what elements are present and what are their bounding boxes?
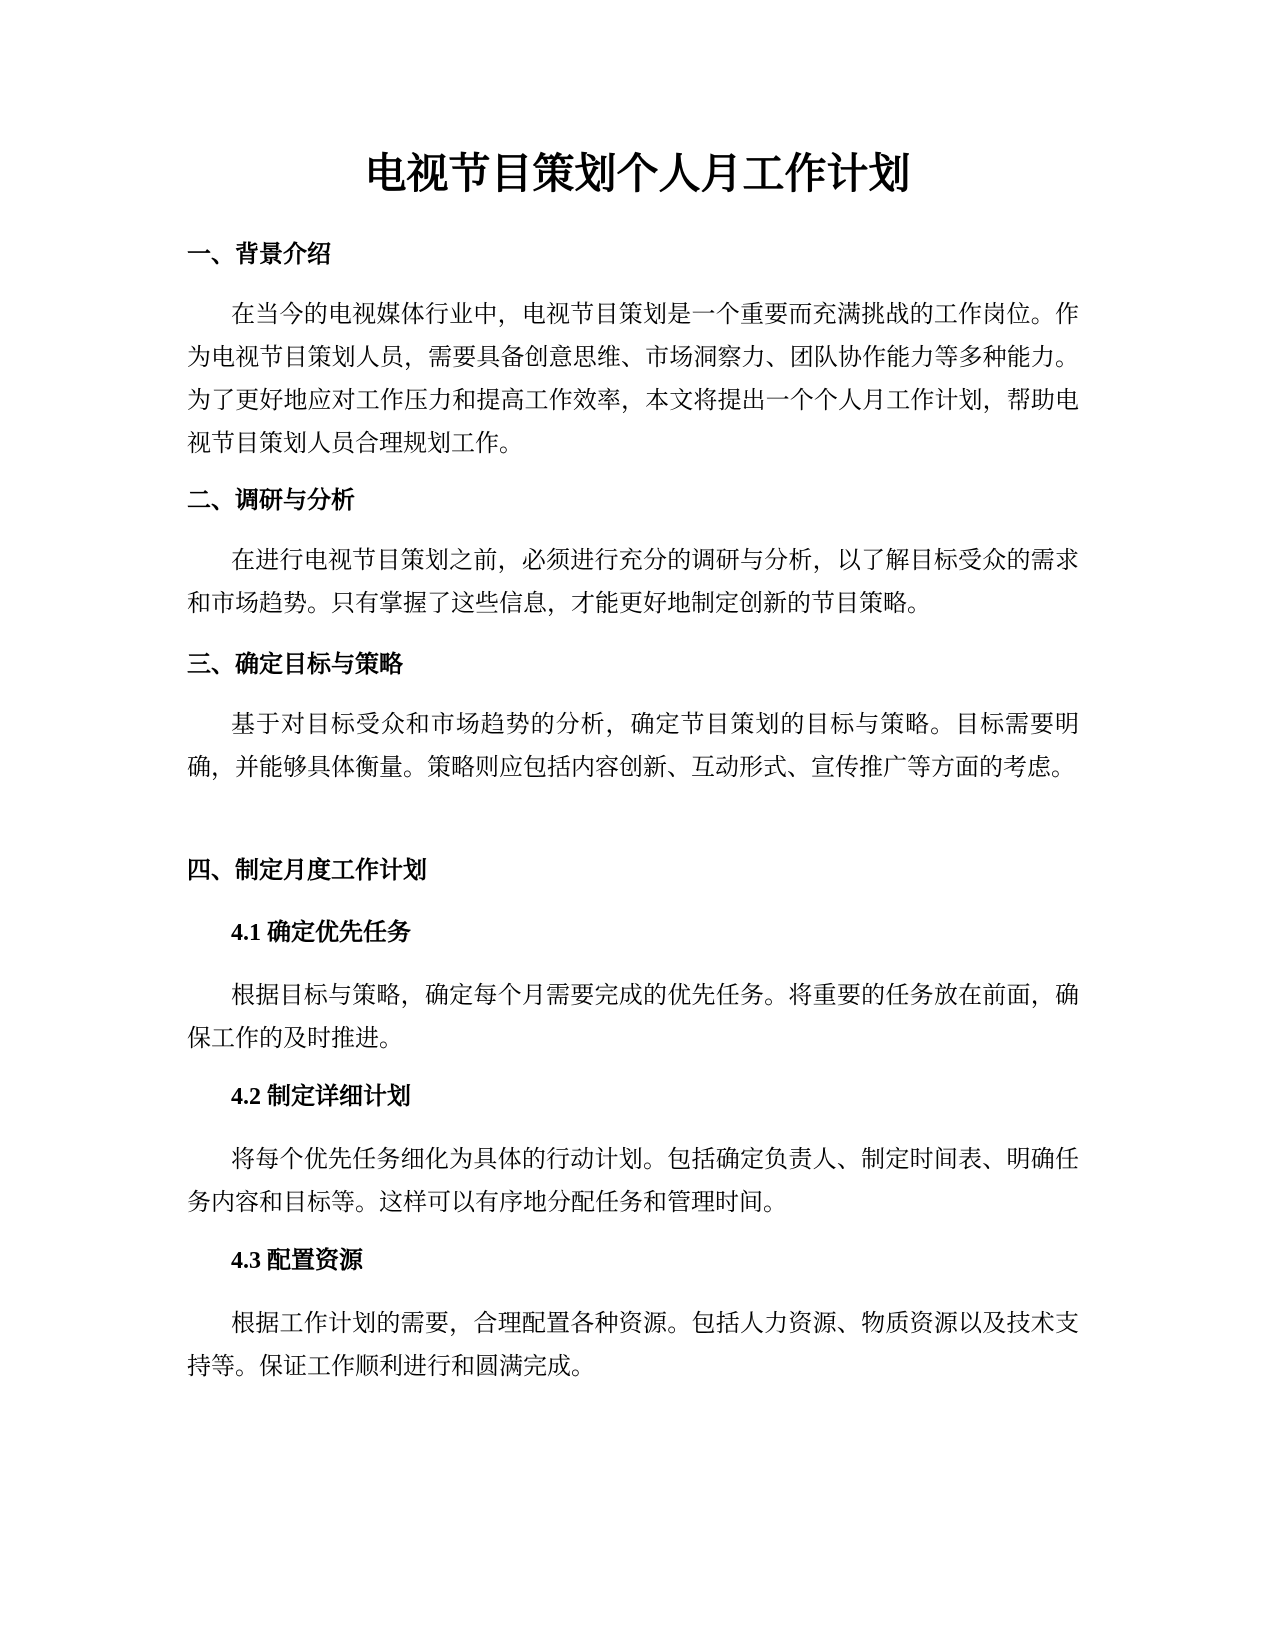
subsection-paragraph-priority: 根据目标与策略，确定每个月需要完成的优先任务。将重要的任务放在前面，确保工作的及时推进。 [187, 983, 1079, 1052]
section-paragraph-background: 在当今的电视媒体行业中，电视节目策划是一个重要而充满挑战的工作岗位。作为电视节目策划人员，需要具备创意思维、市场洞察力、团队协作能力等多种能力。为了更好地应对工作压力和提高工作效率，本文将提出一个个人月工作计划，帮助电视节目策划人员合理规划工作。 [187, 302, 1079, 457]
section-heading-monthly-plan: 四、制定月度工作计划 [187, 856, 427, 884]
subsection-heading-detailed-plan: 4.2 制定详细计划 [231, 1084, 411, 1110]
subsection-heading-resources: 4.3 配置资源 [231, 1248, 363, 1274]
section-heading-background: 一、背景介绍 [187, 240, 331, 268]
subsection-paragraph-detailed-plan: 将每个优先任务细化为具体的行动计划。包括确定负责人、制定时间表、明确任务内容和目标等。这样可以有序地分配任务和管理时间。 [187, 1147, 1079, 1216]
subsection-heading-priority: 4.1 确定优先任务 [231, 920, 411, 946]
section-heading-goals: 三、确定目标与策略 [187, 650, 403, 678]
subsection-paragraph-resources: 根据工作计划的需要，合理配置各种资源。包括人力资源、物质资源以及技术支持等。保证工作顺利进行和圆满完成。 [187, 1311, 1079, 1380]
section-paragraph-goals: 基于对目标受众和市场趋势的分析，确定节目策划的目标与策略。目标需要明确，并能够具体衡量。策略则应包括内容创新、互动形式、宣传推广等方面的考虑。 [187, 712, 1079, 781]
document-title: 电视节目策划个人月工作计划 [364, 149, 911, 198]
section-heading-research: 二、调研与分析 [187, 486, 355, 514]
section-paragraph-research: 在进行电视节目策划之前，必须进行充分的调研与分析，以了解目标受众的需求和市场趋势。只有掌握了这些信息，才能更好地制定创新的节目策略。 [187, 548, 1079, 617]
